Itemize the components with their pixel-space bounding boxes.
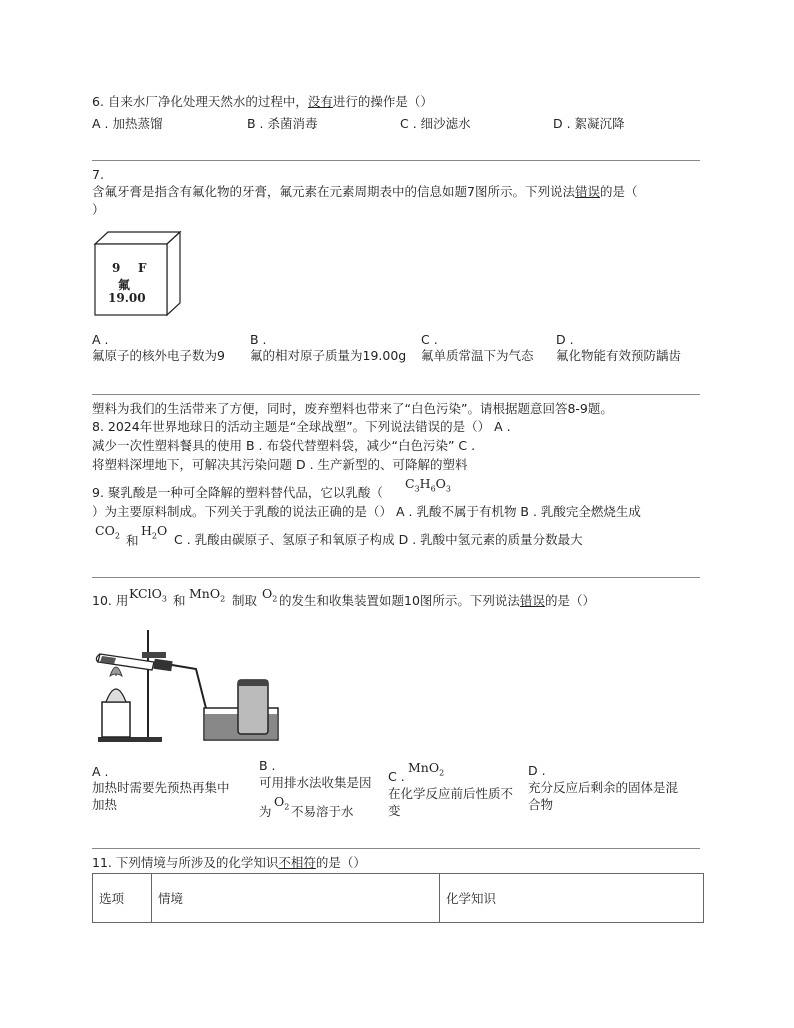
q10-stem-4: 的发生和收集装置如题10图所示。下列说法错误的是（） [279, 593, 595, 608]
q7-option-d-letter: D . [556, 332, 574, 347]
formula-mno2-c: MnO$_2$ [408, 760, 445, 778]
q9-and: 和 [126, 533, 139, 548]
q8-line-2: 减少一次性塑料餐具的使用 B . 布袋代替塑料袋，减少“白色污染” C . [92, 438, 476, 453]
q10-option-c-line2: 变 [388, 803, 401, 818]
divider [92, 160, 700, 161]
fluorine-element-card [92, 231, 182, 317]
q6-option-c: C . 细沙滤水 [400, 116, 471, 131]
formula-h2o: $H_2O$ [141, 523, 168, 541]
header-option: 选项 [93, 874, 152, 923]
header-scenario: 情境 [152, 874, 440, 923]
q7-stem-end: ） [92, 202, 105, 217]
q10-option-d-line2: 合物 [528, 797, 554, 812]
q7-number: 7. [92, 167, 104, 182]
formula-kclo3: KClO$_3$ [129, 586, 167, 604]
q6-option-b: B . 杀菌消毒 [247, 116, 318, 131]
q10-option-d-letter: D . [528, 763, 546, 778]
element-symbol: F [138, 261, 147, 275]
apparatus-drawing [92, 624, 292, 744]
q7-option-d-text: 氟化物能有效预防龋齿 [556, 348, 682, 363]
element-mass: 19.00 [108, 291, 146, 305]
q9-stem-start: 9. 聚乳酸是一种可全降解的塑料替代品，它以乳酸（ [92, 485, 383, 500]
q10-option-b-line3: 不易溶于水 [291, 804, 354, 819]
formula-lactic-acid: $C_3H_6O_3$ [405, 476, 452, 494]
q7-option-a-letter: A . [92, 332, 109, 347]
q7-stem: 含氟牙膏是指含有氟化物的牙膏，氟元素在元素周期表中的信息如题7图所示。下列说法错误的是（ [92, 184, 638, 199]
formula-o2: $O_2$ [262, 586, 278, 604]
q8-line-1: 8. 2024年世界地球日的活动主题是“全球战塑”。下列说法错误的是（） A . [92, 419, 511, 434]
q7-option-c-text: 氟单质常温下为气态 [421, 348, 534, 363]
element-atomic-number: 9 [112, 261, 121, 275]
formula-mno2: MnO$_2$ [189, 586, 226, 604]
q10-option-d-line1: 充分反应后剩余的固体是混 [528, 780, 679, 795]
q7-option-a-text: 氟原子的核外电子数为9 [92, 348, 225, 363]
q9-stem-mid: ）为主要原料制成。下列关于乳酸的说法正确的是（） A . 乳酸不属于有机物 B . 乳酸完全燃烧生成 [92, 504, 641, 519]
q10-option-b-line1: 可用排水法收集是因 [259, 775, 372, 790]
q10-option-a-letter: A . [92, 764, 109, 779]
q7-option-c-letter: C . [421, 332, 438, 347]
q10-option-b-line2: 为 [259, 804, 272, 819]
q10-option-c-line1: 在化学反应前后性质不 [388, 786, 514, 801]
q10-stem-3: 制取 [232, 593, 258, 608]
q10-option-a-line1: 加热时需要先预热再集中 [92, 780, 230, 795]
q10-option-a-line2: 加热 [92, 797, 118, 812]
q9-stem-end: C . 乳酸由碳原子、氢原子和氧原子构成 D . 乳酸中氢元素的质量分数最大 [174, 532, 583, 547]
q7-option-b-letter: B . [250, 332, 267, 347]
divider [92, 848, 700, 849]
q11-table [92, 873, 704, 923]
q10-stem-1: 10. 用 [92, 593, 129, 608]
q10-stem-2: 和 [173, 593, 186, 608]
formula-co2: $CO_2$ [95, 523, 120, 541]
table-row [93, 874, 704, 923]
q11-stem: 11. 下列情境与所涉及的化学知识不相符的是（） [92, 855, 366, 870]
element-name: 氟 [118, 278, 131, 292]
divider [92, 394, 700, 395]
formula-o2-b: $O_2$ [274, 794, 290, 812]
q6-option-a: A . 加热蒸馏 [92, 116, 163, 131]
q10-option-c-letter: C . [388, 769, 405, 784]
q8-line-3: 将塑料深埋地下，可解决其污染问题 D . 生产新型的、可降解的塑料 [92, 457, 468, 472]
q10-option-b-letter: B . [259, 758, 276, 773]
q7-option-b-text: 氟的相对原子质量为19.00g [250, 348, 407, 363]
divider [92, 577, 700, 578]
q89-intro: 塑料为我们的生活带来了方便，同时，废弃塑料也带来了“白色污染”。请根据题意回答8-9题。 [92, 401, 613, 416]
header-knowledge: 化学知识 [440, 874, 704, 923]
q6-option-d: D . 絮凝沉降 [553, 116, 625, 131]
oxygen-apparatus-figure [92, 624, 292, 744]
q6-stem: 6. 自来水厂净化处理天然水的过程中，没有进行的操作是（） [92, 94, 433, 109]
